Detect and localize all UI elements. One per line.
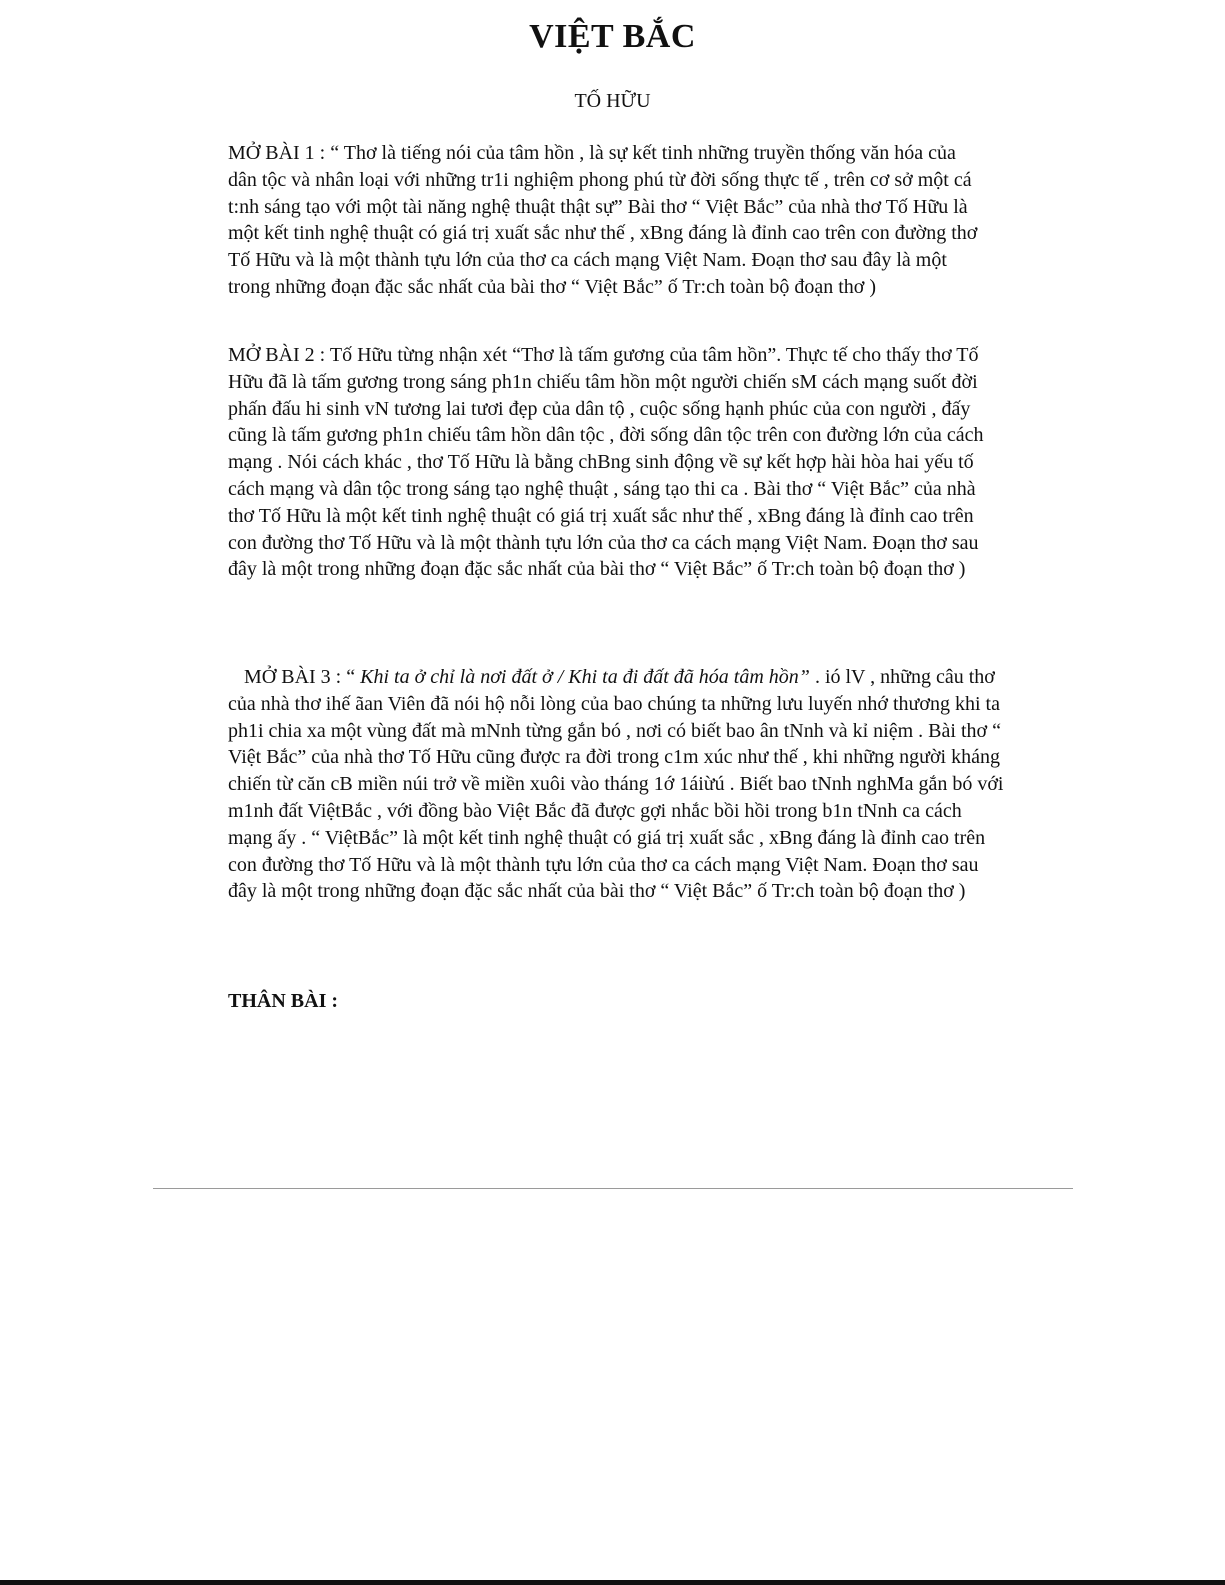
intro-paragraph-3	[228, 664, 1008, 905]
body-heading: THÂN BÀI :	[228, 990, 339, 1012]
page-bottom-edge	[0, 1580, 1225, 1585]
intro-3-quote: Khi ta ở chỉ là nơi đất ở / Khi ta đi đất đã hóa tâm hồn”	[360, 666, 815, 688]
intro-paragraph-2: MỞ BÀI 2 : Tố Hữu từng nhận xét “Thơ là tấm gương của tâm hồn”. Thực tế cho thấy thơ Tố Hữu đã là tấm gương trong sáng ph1n chiếu tâm hồn một người chiến sM cách mạng suốt đời phấn đấu hi sinh vN tương lai tươi đẹp của dân tộ , cuộc sống hạnh phúc của con người , đấy cũng là tấm gương ph1n chiếu tâm hồn dân tộc , đời sống dân tộc trên con đường lớn của cách mạng . Nói cách khác , thơ Tố Hữu là bằng chBng sinh động về sự kết hợp hài hòa hai yếu tố cách mạng và dân tộc trong sáng tạo nghệ thuật , sáng tạo thi ca . Bài thơ “ Việt Bắc” của nhà thơ Tố Hữu là một kết tinh nghệ thuật có giá trị xuất sắc như thế , xBng đáng là đỉnh cao trên con đường thơ Tố Hữu và là một thành tựu lớn của thơ ca cách mạng Việt Nam. Đoạn thơ sau đây là một trong những đoạn đặc sắc nhất của bài thơ “ Việt Bắc” ố Tr:ch toàn bộ đoạn thơ )	[228, 344, 984, 581]
page-divider	[153, 1188, 1073, 1189]
intro-3-label: MỞ BÀI 3 : “	[244, 666, 361, 688]
document-author: TỐ HỮU	[574, 90, 651, 112]
document-title: VIỆT BẮC	[529, 18, 696, 55]
intro-paragraph-1: MỞ BÀI 1 : “ Thơ là tiếng nói của tâm hồn , là sự kết tinh những truyền thống văn hóa của dân tộc và nhân loại với những tr1i nghiệm phong phú từ đời sống thực tế , trên cơ sở một cá t:nh sáng tạo với một tài năng nghệ thuật thật sự” Bài thơ “ Việt Bắc” của nhà thơ Tố Hữu là một kết tinh nghệ thuật có giá trị xuất sắc như thế , xBng đáng là đỉnh cao trên con đường thơ Tố Hữu và là một thành tựu lớn của thơ ca cách mạng Việt Nam. Đoạn thơ sau đây là một trong những đoạn đặc sắc nhất của bài thơ “ Việt Bắc” ố Tr:ch toàn bộ đoạn thơ )	[228, 142, 978, 298]
intro-3-body: . ió lV , những câu thơ của nhà thơ ihế ãan Viên đã nói hộ nỗi lòng của bao chúng ta những lưu luyến nhớ thương khi ta ph1i chia xa một vùng đất mà mNnh từng gắn bó , nơi có biết bao ân tNnh và kỉ niệm . Bài thơ “ Việt Bắc” của nhà thơ Tố Hữu cũng được ra đời trong c1m xúc như thế , khi những người kháng chiến từ căn cB miền núi trở về miền xuôi vào tháng 1ớ 1áiừú . Biết bao tNnh nghMa gắn bó với m1nh đất ViệtBắc , với đồng bào Việt Bắc đã được gợi nhắc bồi hồi trong b1n tNnh ca cách mạng ấy . “ ViệtBắc” là một kết tinh nghệ thuật có giá trị xuất sắc , xBng đáng là đỉnh cao trên con đường thơ Tố Hữu và là một thành tựu lớn của thơ ca cách mạng Việt Nam. Đoạn thơ sau đây là một trong những đoạn đặc sắc nhất của bài thơ “ Việt Bắc” ố Tr:ch toàn bộ đoạn thơ )	[228, 666, 1004, 903]
